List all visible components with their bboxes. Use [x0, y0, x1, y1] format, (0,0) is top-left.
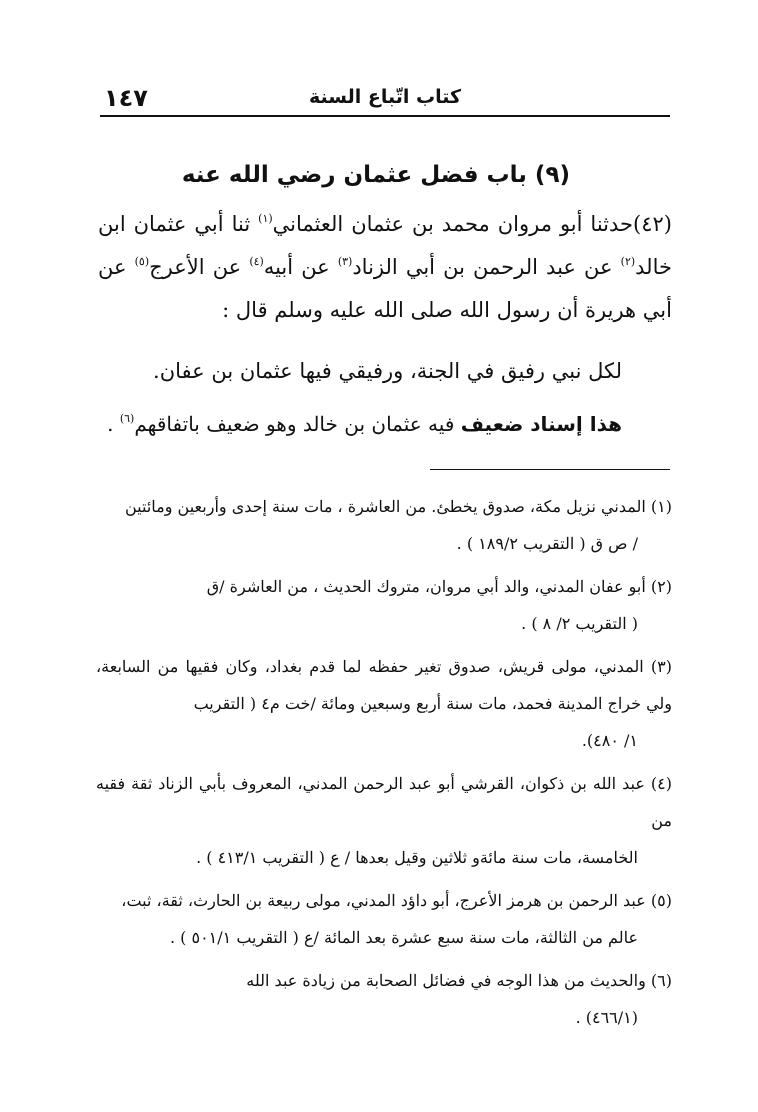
- footnote-ref-3: (٣): [337, 255, 353, 268]
- running-title: كتاب اتّباع السنة: [308, 86, 462, 108]
- header-divider: [100, 115, 670, 117]
- footnote-text: والحديث من هذا الوجه في فضائل الصحابة من زيادة عبد الله: [246, 971, 646, 990]
- isnad-grading: [98, 404, 622, 444]
- footnote-text: المدني نزيل مكة، صدوق يخطئ. من العاشرة ، مات سنة إحدى وأربعين ومائتين: [125, 497, 646, 516]
- footnote-label: (٦): [650, 971, 672, 990]
- hadith-number: (٤٢): [633, 212, 672, 236]
- footnote-5: [96, 882, 672, 956]
- footnote-3: [96, 648, 672, 759]
- footnote-4: [96, 765, 672, 876]
- footnote-label: (٥): [650, 891, 672, 910]
- footnote-text: عبد الله بن ذكوان، القرشي أبو عبد الرحمن المدني، المعروف بأبي الزناد ثقة فقيه من: [96, 774, 672, 830]
- page-number: ١٤٧: [104, 84, 148, 112]
- hadith-text-3: عن عبد الرحمن بن أبي الزناد: [352, 255, 621, 279]
- hadith-isnad: [98, 203, 672, 332]
- footnote-continuation: ( التقريب ٢/ ٨ ) .: [521, 614, 638, 633]
- hadith-matn: لكل نبي رفيق في الجنة، ورفيقي فيها عثمان بن عفان.: [153, 359, 622, 383]
- footnote-continuation: (٤٦٦/١) .: [575, 1008, 638, 1027]
- footnote-label: (٤): [650, 774, 672, 793]
- footnote-ref-4: (٤): [249, 255, 264, 268]
- footnote-text: عبد الرحمن بن هرمز الأعرج، أبو داؤد المدني، مولى ربيعة بن الحارث، ثقة، ثبت،: [121, 891, 646, 910]
- footnote-ref-2: (٢): [620, 255, 636, 268]
- footnote-ref-6: (٦): [119, 412, 135, 425]
- hadith-text-5: عن الأعرج: [149, 255, 250, 279]
- hadith-text-6: عن أبي هريرة أن رسول الله صلى الله عليه وسلم قال :: [98, 255, 672, 322]
- footnote-label: (١): [650, 497, 672, 516]
- chapter-title: (٩) باب فضل عثمان رضي الله عنه: [181, 162, 570, 188]
- footnote-ref-1: (١): [258, 212, 273, 225]
- footnote-ref-5: (٥): [134, 255, 150, 268]
- hadith-text-1: حدثنا أبو مروان محمد بن عثمان العثماني: [272, 212, 634, 236]
- footnote-text: المدني، مولى قريش، صدوق تغير حفظه لما قدم بغداد، وكان فقيها من السابعة، ولي خراج المدينة فحمد، مات سنة أربع وسبعين ومائة /خت م٤ ( التقريب: [96, 657, 672, 713]
- footnote-1: [96, 488, 672, 562]
- grading-text: فيه عثمان بن خالد وهو ضعيف باتفاقهم: [134, 412, 461, 436]
- grading-end: .: [107, 412, 120, 436]
- hadith-text-2: ثنا أبي عثمان ابن خالد: [98, 212, 672, 279]
- footnote-continuation: / ص ق ( التقريب ١٨٩/٢ ) .: [456, 534, 638, 553]
- footnote-continuation: الخامسة، مات سنة مائةو ثلاثين وقيل بعدها / ع ( التقريب ٤١٣/١ ) .: [196, 848, 638, 867]
- footnote-6: [96, 962, 672, 1036]
- grading-verdict: هذا إسناد ضعيف: [460, 412, 622, 436]
- page-header: [100, 84, 670, 114]
- footnote-continuation: عالم من الثالثة، مات سنة سبع عشرة بعد المائة /ع ( التقريب ٥٠١/١ ) .: [169, 928, 638, 947]
- footnotes: [96, 488, 672, 1042]
- footnote-divider: [430, 469, 670, 470]
- hadith-text-4: عن أبيه: [263, 255, 338, 279]
- footnote-label: (٢): [650, 577, 672, 596]
- footnote-text: أبو عفان المدني، والد أبي مروان، متروك الحديث ، من العاشرة /ق: [206, 577, 646, 596]
- footnote-2: [96, 568, 672, 642]
- footnote-label: (٣): [650, 657, 672, 676]
- footnote-continuation: ١/ ٤٨٠).: [581, 731, 638, 750]
